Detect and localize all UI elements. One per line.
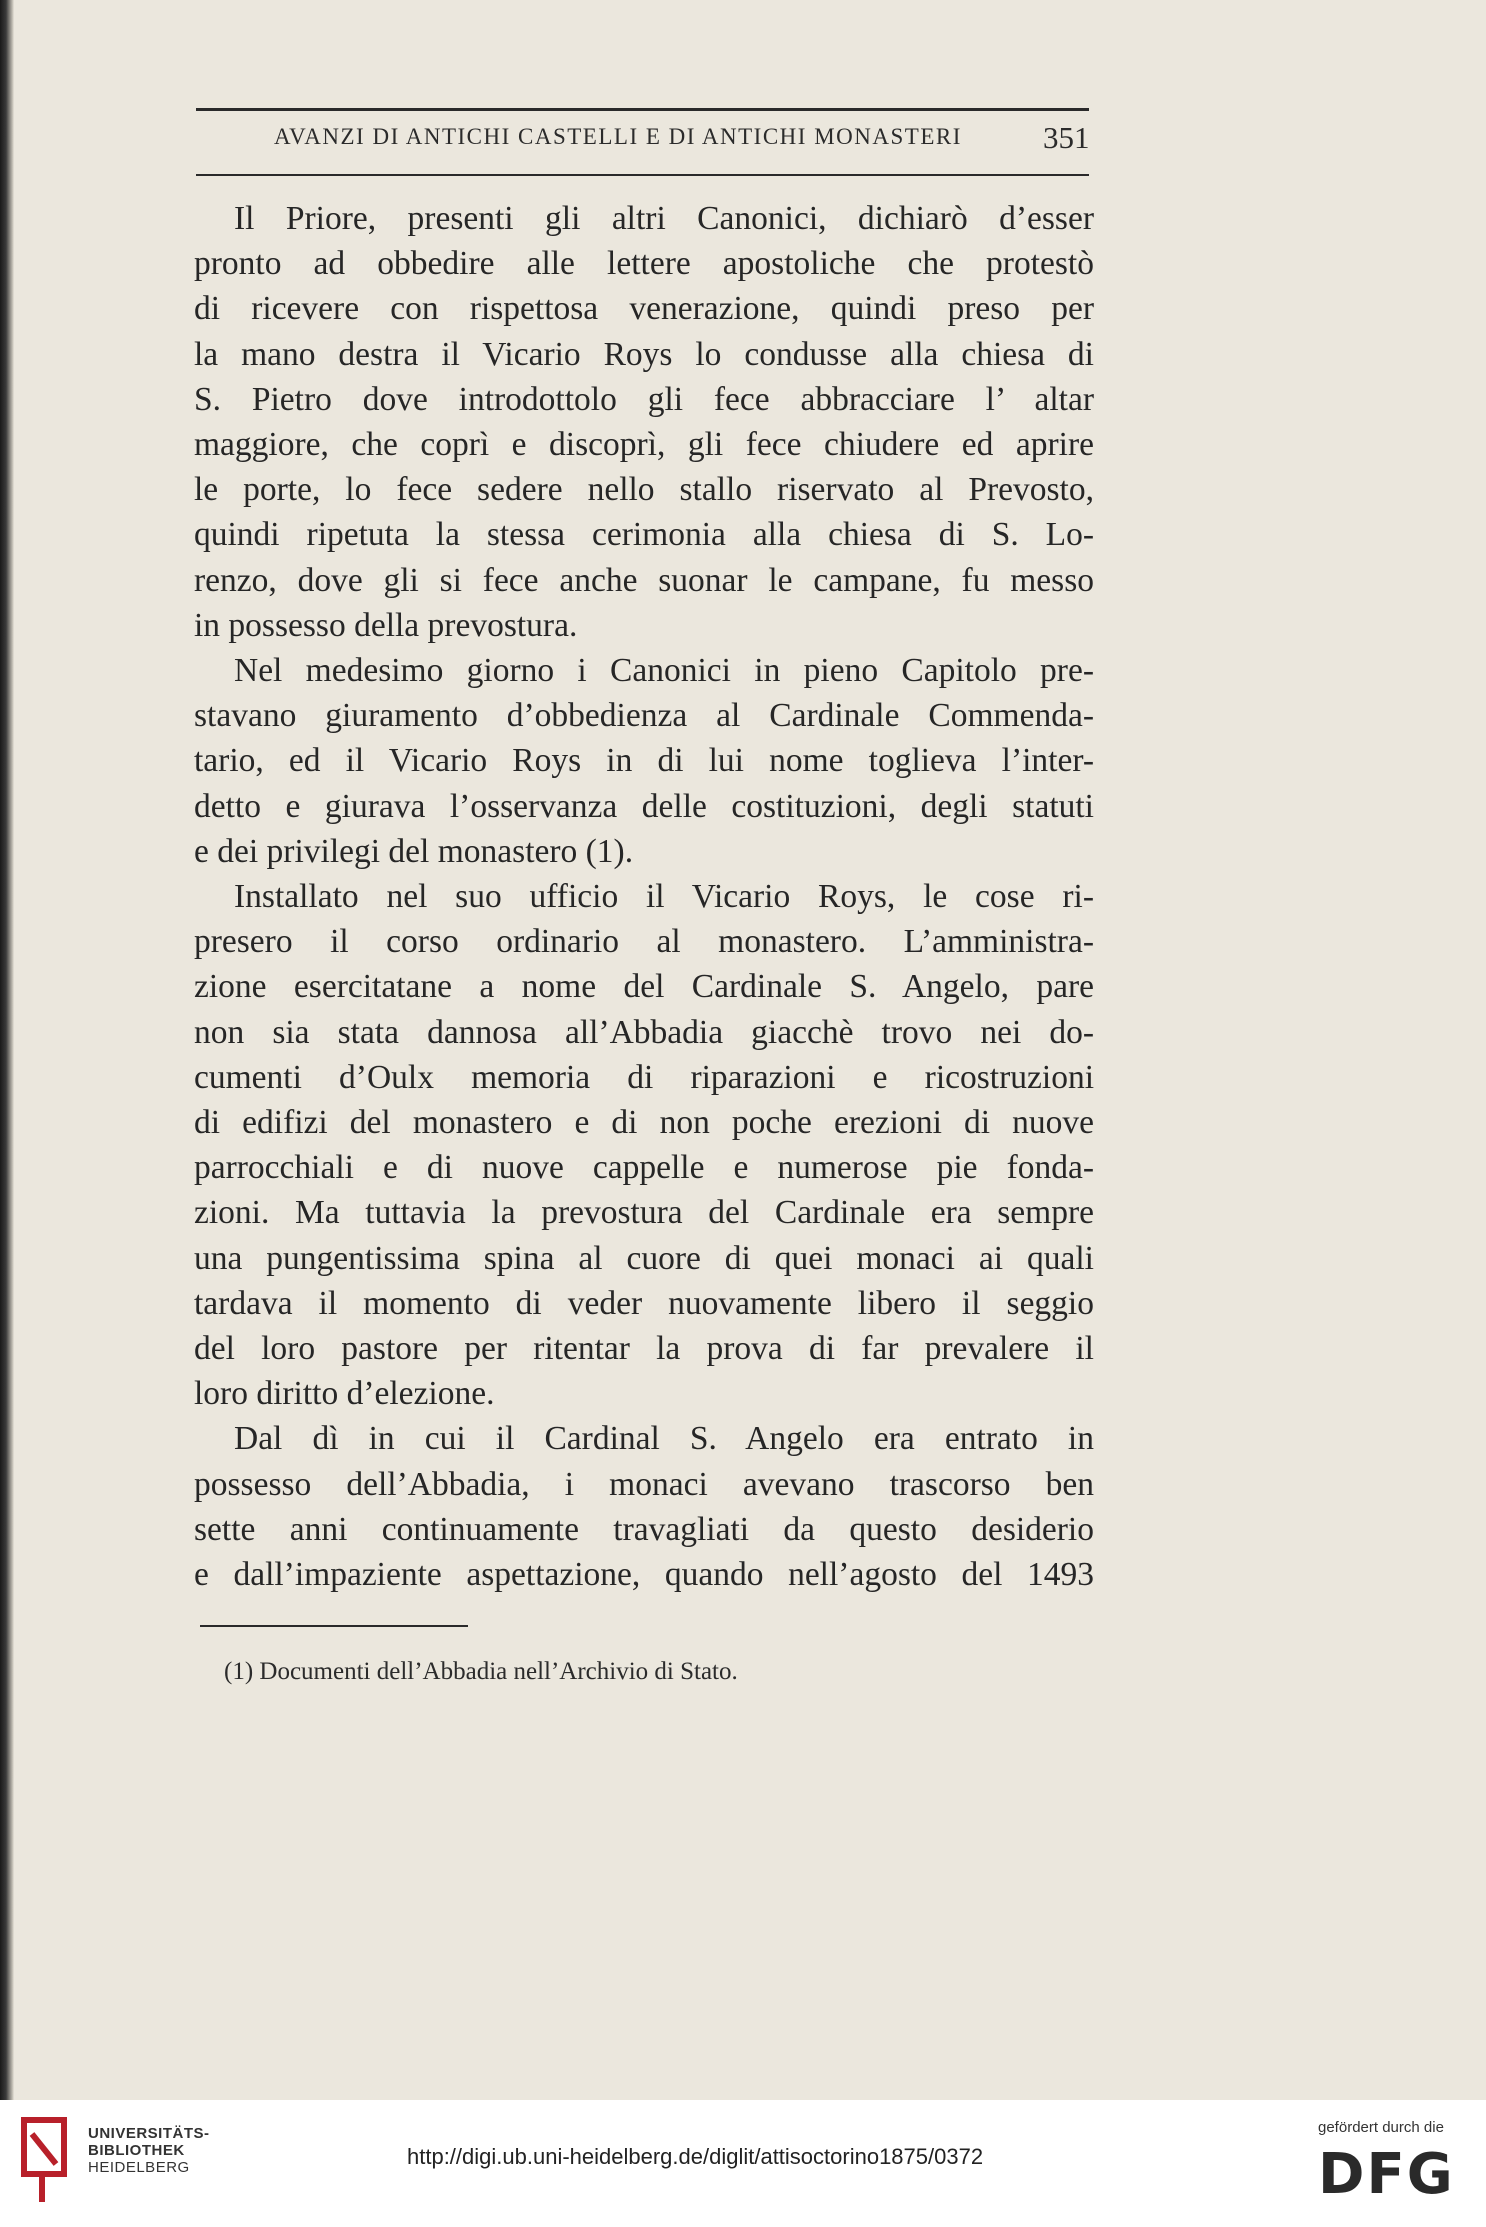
- text-line: pronto ad obbedire alle lettere apostoliche che protestò: [194, 245, 1094, 283]
- text-line: le porte, lo fece sedere nello stallo riservato al Prevosto,: [194, 471, 1094, 509]
- funder-caption: gefördert durch die: [1318, 2119, 1444, 2136]
- paragraph-1: [194, 196, 1094, 648]
- text-line: quindi ripetuta la stessa cerimonia alla chiesa di S. Lo-: [194, 516, 1094, 554]
- paragraph-3: [194, 874, 1094, 1416]
- text-line: e dei privilegi del monastero (1).: [194, 832, 634, 870]
- text-line: S. Pietro dove introdottolo gli fece abbracciare l’ altar: [194, 380, 1094, 418]
- text-line: sette anni continuamente travagliati da questo desiderio: [194, 1510, 1094, 1548]
- text-line: presero il corso ordinario al monastero. L’amministra-: [194, 923, 1094, 961]
- permalink-url[interactable]: http://digi.ub.uni-heidelberg.de/diglit/attisoctorino1875/0372: [407, 2144, 984, 2169]
- text-line: possesso dell’Abbadia, i monaci avevano trascorso ben: [194, 1465, 1094, 1503]
- text-line: la mano destra il Vicario Roys lo condusse alla chiesa di: [194, 335, 1094, 373]
- funder-logo: DFG: [1318, 2142, 1455, 2207]
- text-line: Installato nel suo ufficio il Vicario Roys, le cose ri-: [234, 878, 1094, 916]
- scan-edge: [0, 0, 14, 2100]
- text-line: stavano giuramento d’obbedienza al Cardinale Commenda-: [194, 697, 1094, 735]
- header-rule-top: [196, 108, 1089, 111]
- text-line: del loro pastore per ritentar la prova di far prevalere il: [194, 1330, 1094, 1368]
- paragraph-4: [194, 1416, 1094, 1597]
- header-rule-bottom: [196, 174, 1089, 176]
- body-text: [194, 196, 1094, 1597]
- paragraph-2: [194, 648, 1094, 874]
- text-line: una pungentissima spina al cuore di quei monaci ai quali: [194, 1239, 1094, 1277]
- library-name-line: HEIDELBERG: [88, 2159, 190, 2176]
- text-line: cumenti d’Oulx memoria di riparazioni e ricostruzioni: [194, 1058, 1094, 1096]
- text-line: maggiore, che coprì e discoprì, gli fece chiudere ed aprire: [194, 426, 1094, 464]
- running-title: AVANZI DI ANTICHI CASTELLI E DI ANTICHI MONASTERI: [274, 124, 962, 149]
- text-line: zioni. Ma tuttavia la prevostura del Cardinale era sempre: [194, 1194, 1094, 1232]
- library-logo-icon: [18, 2114, 76, 2206]
- text-line: tario, ed il Vicario Roys in di lui nome toglieva l’inter-: [194, 742, 1094, 780]
- footnote: (1) Documenti dell’Abbadia nell’Archivio di Stato.: [224, 1658, 738, 1685]
- text-line: detto e giurava l’osservanza delle costituzioni, degli statuti: [194, 787, 1094, 825]
- text-line: di edifizi del monastero e di non poche erezioni di nuove: [194, 1104, 1094, 1142]
- text-line: di ricevere con rispettosa venerazione, quindi preso per: [194, 290, 1094, 328]
- page-number: 351: [1043, 120, 1090, 155]
- library-name-line: BIBLIOTHEK: [88, 2142, 185, 2159]
- text-line: in possesso della prevostura.: [194, 606, 578, 644]
- text-line: renzo, dove gli si fece anche suonar le campane, fu messo: [194, 561, 1094, 599]
- text-line: parrocchiali e di nuove cappelle e numerose pie fonda-: [194, 1149, 1094, 1187]
- text-line: zione esercitatane a nome del Cardinale S. Angelo, pare: [194, 968, 1094, 1006]
- text-line: non sia stata dannosa all’Abbadia giacchè trovo nei do-: [194, 1013, 1094, 1051]
- text-line: loro diritto d’elezione.: [194, 1375, 495, 1413]
- library-name-line: UNIVERSITÄTS-: [88, 2125, 210, 2142]
- footnote-rule: [200, 1625, 468, 1627]
- text-line: Il Priore, presenti gli altri Canonici, dichiarò d’esser: [234, 200, 1094, 237]
- library-name: [88, 2125, 210, 2176]
- text-line: Nel medesimo giorno i Canonici in pieno Capitolo pre-: [234, 652, 1094, 690]
- text-line: e dall’impaziente aspettazione, quando nell’agosto del 1493: [194, 1556, 1094, 1594]
- text-line: Dal dì in cui il Cardinal S. Angelo era entrato in: [234, 1420, 1094, 1458]
- text-line: tardava il momento di veder nuovamente libero il seggio: [194, 1284, 1094, 1322]
